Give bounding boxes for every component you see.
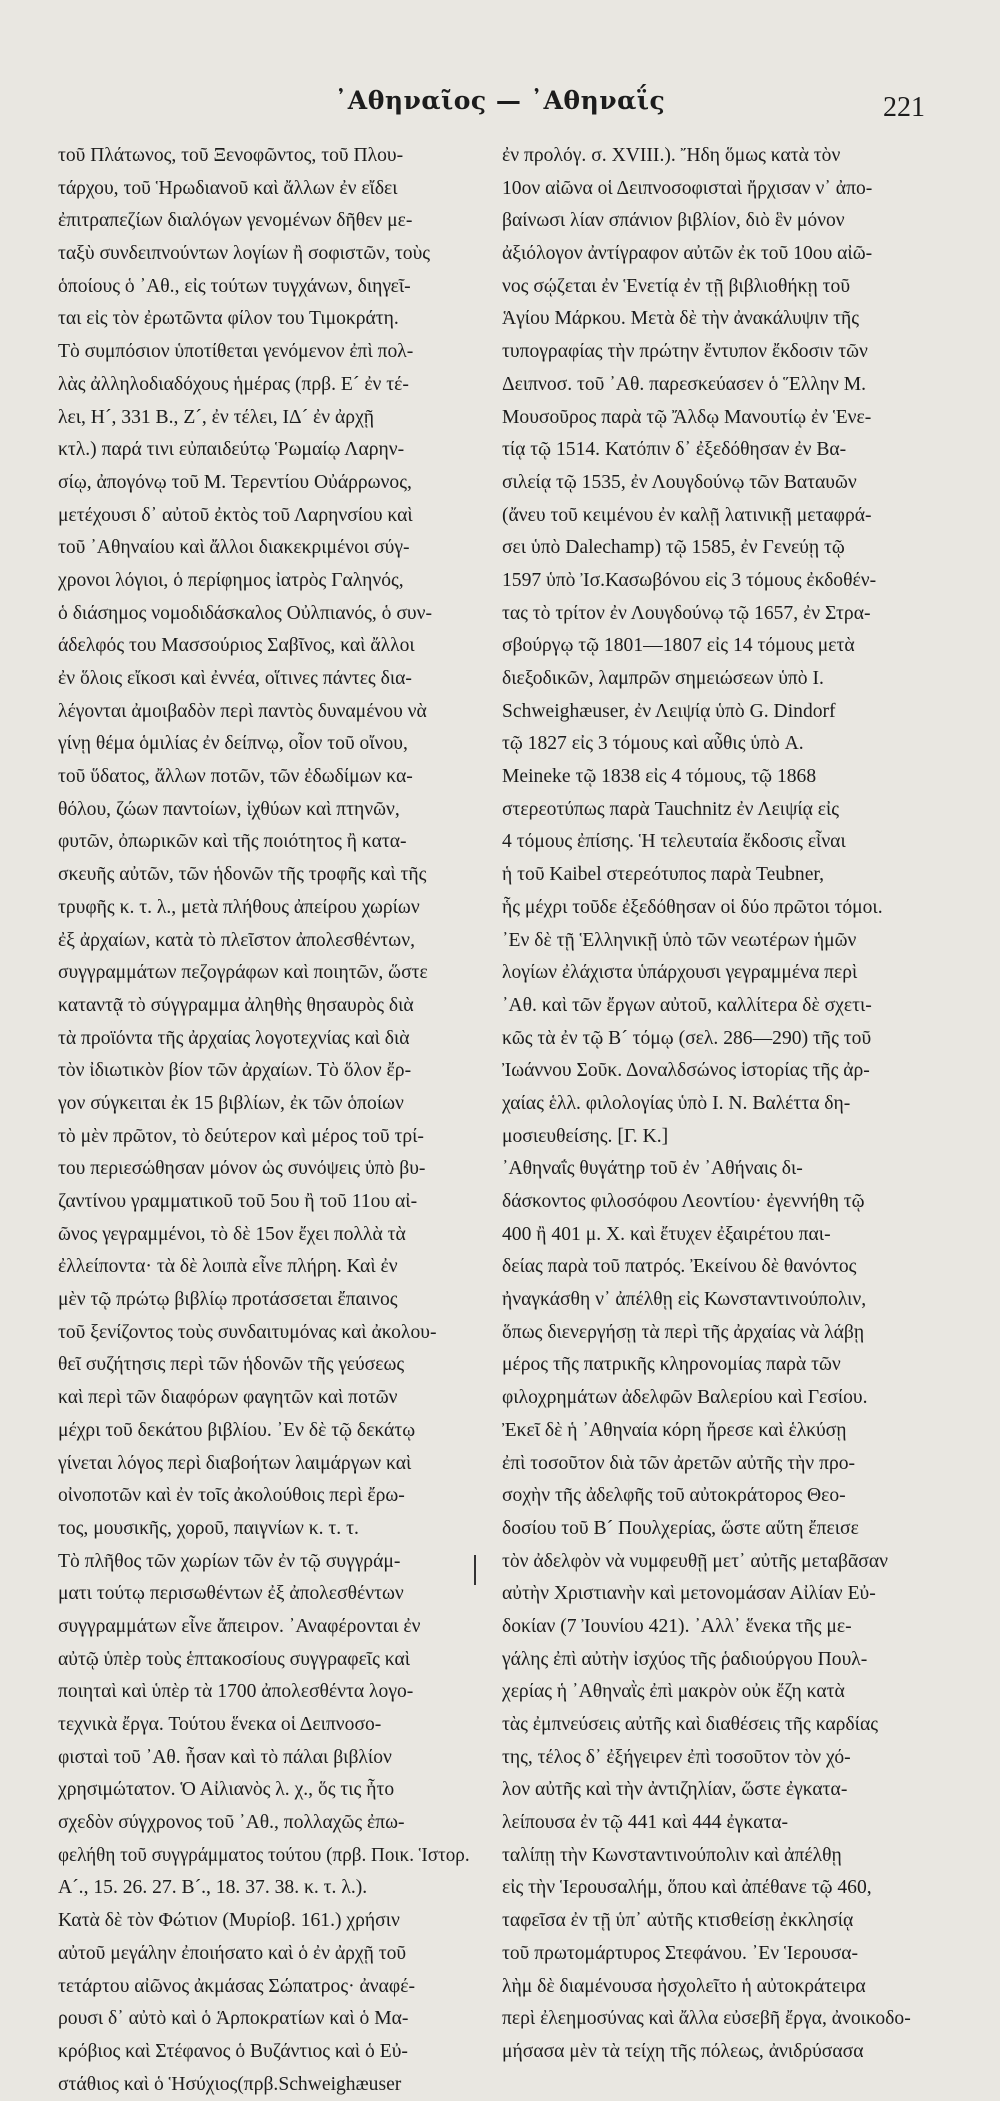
text-line: τὸ μὲν πρῶτον, τὸ δεύτερον καὶ μέρος τοῦ τρί-: [58, 1125, 424, 1147]
text-line: μὲν τῷ πρώτῳ βιβλίῳ προτάσσεται ἔπαινος: [58, 1289, 398, 1311]
text-line: τὰς ἐμπνεύσεις αὐτῆς καὶ διαθέσεις τῆς καρδίας: [502, 1714, 878, 1735]
text-line: ἐν προλόγ. σ. XVIII.). Ἤδη ὅμως κατὰ τὸν: [502, 145, 841, 166]
text-line: συγγραμμάτων εἶνε ἄπειρον. ᾿Αναφέρονται ἐν: [58, 1615, 421, 1637]
text-line: Ἁγίου Μάρκου. Μετὰ δὲ τὴν ἀνακάλυψιν τῆς: [502, 308, 859, 330]
text-line: ἧς μέχρι τοῦδε ἐξεδόθησαν οἱ δύο πρῶτοι τόμοι.: [502, 896, 883, 918]
text-line: ταφεῖσα ἐν τῇ ὑπ᾿ αὐτῆς κτισθείσῃ ἐκκλησίᾳ: [502, 1910, 854, 1932]
text-line: λείπουσα ἐν τῷ 441 καὶ 444 ἐγκατα-: [502, 1812, 789, 1834]
text-line: (ἄνευ τοῦ κειμένου ἐν καλῇ λατινικῇ μεταφρά-: [502, 504, 872, 526]
text-line: κτλ.) παρά τινι εὐπαιδεύτῳ Ῥωμαίῳ Λαρην-: [58, 439, 405, 461]
text-line: ἠναγκάσθη ν᾿ ἀπέλθῃ εἰς Κωνσταντινούπολιν,: [502, 1289, 867, 1311]
text-line: τοῦ ξενίζοντος τοὺς συνδαιτυμόνας καὶ ἀκολου-: [58, 1321, 437, 1343]
text-line: χαίας ἑλλ. φιλολογίας ὑπὸ I. N. Βαλέττα δη-: [502, 1092, 851, 1114]
text-line: νος σῴζεται ἐν Ἑνετίᾳ ἐν τῇ βιβλιοθήκῃ τοῦ: [502, 275, 851, 297]
text-line: τος, μουσικῆς, χοροῦ, παιγνίων κ. τ. τ.: [58, 1517, 359, 1539]
text-line: ποιηταὶ καὶ ὑπὲρ τὰ 1700 ἀπολεσθέντα λογο-: [58, 1681, 414, 1703]
text-line: ἡ τοῦ Kaibel στερεότυπος παρὰ Teubner,: [502, 864, 825, 886]
text-line: χρονοι λόγιοι, ὁ περίφημος ἰατρὸς Γαληνός,: [58, 569, 404, 591]
text-line: ἐν ὅλοις εἴκοσι καὶ ἐννέα, οἵτινες πάντες δια-: [58, 668, 412, 689]
text-line: ταλίπῃ τὴν Κωνσταντινούπολιν καὶ ἀπέλθῃ: [502, 1844, 842, 1866]
text-line: βαίνωσι λίαν σπάνιον βιβλίον, διὸ ἓν μόνον: [502, 210, 845, 232]
text-line: ἐπὶ τοσοῦτον διὰ τῶν ἀρετῶν αὐτῆς τὴν προ-: [502, 1452, 856, 1474]
text-line: γίνεται λόγος περὶ διαβοήτων λαιμάργων καὶ: [58, 1452, 412, 1474]
text-line: φελήθη τοῦ συγγράμματος τούτου (πρβ. Ποικ. Ἱστορ.: [58, 1844, 470, 1866]
text-line: τοῦ Πλάτωνος, τοῦ Ξενοφῶντος, τοῦ Πλου-: [58, 145, 404, 166]
text-line: γον σύγκειται ἐκ 15 βιβλίων, ἐκ τῶν ὁποίων: [58, 1092, 404, 1114]
text-line: λέγονται ἀμοιβαδὸν περὶ παντὸς δυναμένου νὰ: [58, 700, 427, 722]
text-line: καὶ περὶ τῶν διαφόρων φαγητῶν καὶ ποτῶν: [58, 1387, 398, 1409]
text-line: Δειπνοσ. τοῦ ᾿Αθ. παρεσκεύασεν ὁ Ἕλλην Μ.: [502, 373, 867, 395]
text-line: τεχνικὰ ἔργα. Τούτου ἕνεκα οἱ Δειπνοσο-: [58, 1714, 382, 1735]
text-line: Κατὰ δὲ τὸν Φώτιον (Μυρίοβ. 161.) χρήσιν: [58, 1910, 400, 1932]
text-line: ρουσι δ᾿ αὐτὸ καὶ ὁ Ἁρποκρατίων καὶ ὁ Μα-: [58, 2008, 409, 2030]
right-column: [502, 140, 914, 2069]
text-line: σχεδὸν σύγχρονος τοῦ ᾿Αθ., πολλαχῶς ἐπω-: [58, 1812, 405, 1834]
text-line: σβούργῳ τῷ 1801—1807 εἰς 14 τόμους μετὰ: [502, 635, 855, 657]
text-line: ματι τούτῳ περισωθέντων ἐξ ἀπολεσθέντων: [58, 1583, 404, 1605]
text-line: ῶνος γεγραμμένοι, τὸ δὲ 15ον ἔχει πολλὰ τὰ: [58, 1223, 406, 1245]
text-line: διεξοδικῶν, λαμπρῶν σημειώσεων ὑπὸ I.: [502, 668, 824, 689]
text-line: τίᾳ τῷ 1514. Κατόπιν δ᾿ ἐξεδόθησαν ἐν Βα-: [502, 439, 847, 461]
text-line: σίῳ, ἀπογόνῳ τοῦ Μ. Τερεντίου Οὐάρρωνος,: [58, 471, 412, 493]
text-line: ἐξ ἀρχαίων, κατὰ τὸ πλεῖστον ἀπολεσθέντων,: [58, 929, 415, 951]
text-line: σει ὑπὸ Dalechamp) τῷ 1585, ἐν Γενεύῃ τῷ: [502, 537, 845, 559]
text-line: μέχρι τοῦ δεκάτου βιβλίου. ᾿Εν δὲ τῷ δεκάτῳ: [58, 1419, 416, 1441]
text-line: τοῦ ὕδατος, ἄλλων ποτῶν, τῶν ἐδωδίμων κα-: [58, 766, 413, 788]
text-line: στάθιος καὶ ὁ Ἡσύχιος(πρβ.Schweighæuser: [58, 2073, 402, 2095]
text-line: εἰς τὴν Ἱερουσαλήμ, ὅπου καὶ ἀπέθανε τῷ 460,: [502, 1877, 872, 1899]
text-line: λον αὐτῆς καὶ τὴν ἀντιζηλίαν, ὥστε ἐγκατα-: [502, 1779, 848, 1801]
text-line: τοῦ πρωτομάρτυρος Στεφάνου. ᾿Εν Ἱερουσα-: [502, 1942, 859, 1964]
text-line: ὁποίους ὁ ᾿Αθ., εἰς τούτων τυγχάνων, διηγεῖ-: [58, 275, 411, 297]
text-line: ᾿Αθηναΐς θυγάτηρ τοῦ ἐν ᾿Αθήναις δι-: [502, 1158, 803, 1180]
left-column: [58, 140, 470, 2101]
text-line: μήσασα μὲν τὰ τείχη τῆς πόλεως, ἀνιδρύσασα: [502, 2040, 864, 2062]
text-line: θεῖ συζήτησις περὶ τῶν ἡδονῶν τῆς γεύσεως: [58, 1354, 405, 1376]
text-line: τὰ προϊόντα τῆς ἀρχαίας λογοτεχνίας καὶ διὰ: [58, 1027, 410, 1049]
text-line: ᾿Εν δὲ τῇ Ἑλληνικῇ ὑπὸ τῶν νεωτέρων ἡμῶν: [502, 929, 857, 951]
text-line: γίνῃ θέμα ὁμιλίας ἐν δείπνῳ, οἷον τοῦ οἴνου,: [58, 733, 408, 755]
text-line: τῷ 1827 εἰς 3 τόμους καὶ αὖθις ὑπὸ A.: [502, 733, 804, 755]
text-line: περὶ ἐλεημοσύνας καὶ ἄλλα εὐσεβῆ ἔργα, ἀνοικοδο-: [502, 2008, 911, 2030]
text-line: δάσκοντος φιλοσόφου Λεοντίου· ἐγεννήθη τῷ: [502, 1191, 865, 1212]
text-line: τυπογραφίας τὴν πρώτην ἔντυπον ἔκδοσιν τῶν: [502, 341, 868, 363]
text-line: λογίων ἐλάχιστα ὑπάρχουσι γεγραμμένα περὶ: [502, 962, 858, 984]
text-line: δείας παρὰ τοῦ πατρός. Ἐκείνου δὲ θανόντος: [502, 1256, 857, 1278]
text-line: σκευῆς αὐτῶν, τῶν ἡδονῶν τῆς τροφῆς καὶ τῆς: [58, 864, 427, 886]
text-line: μέρος τῆς πατρικῆς κληρονομίας παρὰ τῶν: [502, 1354, 841, 1376]
text-line: ταξὺ συνδειπνούντων λογίων ἢ σοφιστῶν, τοὺς: [58, 243, 431, 265]
text-line: αὐτοῦ μεγάλην ἐποιήσατο καὶ ὁ ἐν ἀρχῇ τοῦ: [58, 1942, 407, 1964]
page-number: 221: [883, 92, 925, 123]
text-line: φιλοχρημάτων ἀδελφῶν Βαλερίου καὶ Γεσίου.: [502, 1387, 868, 1409]
text-line: ὁ διάσημος νομοδιδάσκαλος Οὐλπιανός, ὁ συν-: [58, 602, 433, 624]
text-line: ἐπιτραπεζίων διαλόγων γενομένων δῆθεν με-: [58, 210, 413, 232]
text-line: στερεοτύπως παρὰ Tauchnitz ἐν Λειψίᾳ εἰς: [502, 798, 840, 820]
text-line: Α´., 15. 26. 27. Β´., 18. 37. 38. κ. τ. λ.).: [58, 1877, 368, 1899]
text-line: τοῦ ᾿Αθηναίου καὶ ἄλλοι διακεκριμένοι σύγ-: [58, 537, 410, 559]
text-line: ται εἰς τὸν ἐρωτῶντα φίλον του Τιμοκράτη.: [58, 308, 399, 330]
margin-rule: [474, 1555, 476, 1585]
text-line: Ἰωάννου Σοῦκ. Δοναλδσώνος ἱστορίας τῆς ἀρ-: [502, 1060, 870, 1082]
text-line: 10ον αἰῶνα οἱ Δειπνοσοφισταὶ ἤρχισαν ν᾿ ἀπο-: [502, 177, 873, 199]
text-line: ἐλλείποντα· τὰ δὲ λοιπὰ εἶνε πλήρη. Καὶ ἐν: [58, 1256, 398, 1278]
text-line: ᾿Αθ. καὶ τῶν ἔργων αὐτοῦ, καλλίτερα δὲ σχετι-: [502, 994, 872, 1016]
text-line: τετάρτου αἰῶνος ἀκμάσας Σώπατρος· ἀναφέ-: [58, 1975, 415, 1997]
text-line: τας τὸ τρίτον ἐν Λουγδούνῳ τῷ 1657, ἐν Στρα-: [502, 602, 871, 624]
text-line: φισταὶ τοῦ ᾿Αθ. ἦσαν καὶ τὸ πάλαι βιβλίον: [58, 1746, 392, 1768]
text-line: χερίας ἡ ᾿Αθηναῒς ἐπὶ μακρὸν οὐκ ἔζη κατὰ: [502, 1681, 845, 1703]
text-line: τρυφῆς κ. τ. λ., μετὰ πλήθους ἀπείρου χωρίων: [58, 896, 420, 918]
text-line: κρόβιος καὶ Στέφανος ὁ Βυζάντιος καὶ ὁ Εὐ-: [58, 2040, 408, 2062]
page-header: [0, 78, 1000, 130]
text-line: γάλης ἐπὶ αὐτὴν ἰσχύος τῆς ῥαδιούργου Πουλ-: [502, 1648, 868, 1670]
text-line: Schweighæuser, ἐν Λειψίᾳ ὑπὸ G. Dindorf: [502, 700, 836, 722]
text-line: λει, Η´, 331 Β., Ζ´, ἐν τέλει, ΙΔ´ ἐν ἀρχῇ: [58, 406, 375, 428]
text-line: μοσιευθείσης. [Γ. Κ.]: [502, 1125, 669, 1147]
text-line: Τὸ πλῆθος τῶν χωρίων τῶν ἐν τῷ συγγράμ-: [58, 1550, 401, 1572]
text-line: Ἐκεῖ δὲ ἡ ᾿Αθηναία κόρη ἤρεσε καὶ ἑλκύσῃ: [502, 1419, 847, 1441]
text-line: του περιεσώθησαν μόνον ὡς συνόψεις ὑπὸ βυ-: [58, 1158, 426, 1180]
text-line: σιλείᾳ τῷ 1535, ἐν Λουγδούνῳ τῶν Βαταυῶν: [502, 471, 857, 493]
text-line: τὸν ἀδελφὸν νὰ νυμφευθῇ μετ᾿ αὐτῆς μεταβᾶσαν: [502, 1550, 888, 1572]
text-line: τὸν ἰδιωτικὸν βίον τῶν ἀρχαίων. Τὸ ὅλον ἔρ-: [58, 1060, 412, 1082]
text-line: θόλου, ζώων παντοίων, ἰχθύων καὶ πτηνῶν,: [58, 798, 400, 820]
text-line: μετέχουσι δ᾿ αὐτοῦ ἐκτὸς τοῦ Λαρηνσίου καὶ: [58, 504, 413, 526]
text-line: καταντᾷ τὸ σύγγραμμα ἀληθὴς θησαυρὸς διὰ: [58, 994, 414, 1016]
text-line: αὐτῷ ὑπὲρ τοὺς ἑπτακοσίους συγγραφεῖς καὶ: [58, 1648, 410, 1670]
text-line: άδελφός του Μασσούριος Σαβῖνος, καὶ ἄλλοι: [58, 635, 415, 657]
text-line: συγγραμμάτων πεζογράφων καὶ ποιητῶν, ὥστε: [58, 962, 428, 984]
text-line: Μουσοῦρος παρὰ τῷ Ἄλδῳ Μανουτίῳ ἐν Ἑνε-: [502, 406, 872, 428]
text-line: 1597 ὑπὸ Ἰσ.Κασωβόνου εἰς 3 τόμους ἐκδοθέν-: [502, 569, 877, 591]
text-line: Τὸ συμπόσιον ὑποτίθεται γενόμενον ἐπὶ πολ-: [58, 341, 414, 363]
text-line: αὐτὴν Χριστιανὴν καὶ μετονομάσαν Αἰλίαν Εὐ-: [502, 1583, 876, 1605]
text-line: 4 τόμους ἐπίσης. Ἡ τελευταία ἔκδοσις εἶναι: [502, 831, 846, 853]
text-line: σοχὴν τῆς ἀδελφῆς τοῦ αὐτοκράτορος Θεο-: [502, 1485, 846, 1507]
text-line: οἰνοποτῶν καὶ ἐν τοῖς ἀκολούθοις περὶ ἔρω-: [58, 1485, 405, 1507]
text-line: Meineke τῷ 1838 εἰς 4 τόμους, τῷ 1868: [502, 766, 817, 788]
text-line: ζαντίνου γραμματικοῦ τοῦ 5ου ἢ τοῦ 11ου αἰ-: [58, 1191, 418, 1212]
text-line: της, τέλος δ᾿ ἐξήγειρεν ἐπὶ τοσοῦτον τὸν χό-: [502, 1746, 851, 1768]
text-line: δοσίου τοῦ Β´ Πουλχερίας, ὥστε αὕτη ἔπεισε: [502, 1517, 859, 1539]
text-line: λὴμ δὲ διαμένουσα ἠσχολεῖτο ἡ αὐτοκράτειρα: [502, 1975, 866, 1997]
text-line: χρησιμώτατον. Ὁ Αἰλιανὸς λ. χ., ὅς τις ἦτο: [58, 1779, 395, 1801]
text-line: δοκίαν (7 Ἰουνίου 421). ᾿Αλλ᾿ ἕνεκα τῆς με-: [502, 1615, 852, 1637]
text-line: λὰς ἀλληλοδιαδόχους ἡμέρας (πρβ. Ε´ ἐν τέ-: [58, 373, 409, 395]
text-line: φυτῶν, ὀπωρικῶν καὶ τῆς ποιότητος ἢ κατα-: [58, 831, 407, 853]
text-line: κῶς τὰ ἐν τῷ Β´ τόμῳ (σελ. 286—290) τῆς τοῦ: [502, 1027, 872, 1049]
text-line: ἀξιόλογον ἀντίγραφον αὐτῶν ἐκ τοῦ 10ου αἰῶ-: [502, 243, 873, 265]
text-line: 400 ἢ 401 μ. Χ. καὶ ἔτυχεν ἐξαιρέτου παι-: [502, 1223, 831, 1245]
text-line: τάρχου, τοῦ Ἡρωδιανοῦ καὶ ἄλλων ἐν εἴδει: [58, 177, 398, 199]
running-title: ᾿Αθηναῖος — ᾿Αθηναΐς: [334, 86, 666, 115]
text-line: ὅπως διενεργήσῃ τὰ περὶ τῆς ἀρχαίας νὰ λάβῃ: [502, 1321, 865, 1343]
